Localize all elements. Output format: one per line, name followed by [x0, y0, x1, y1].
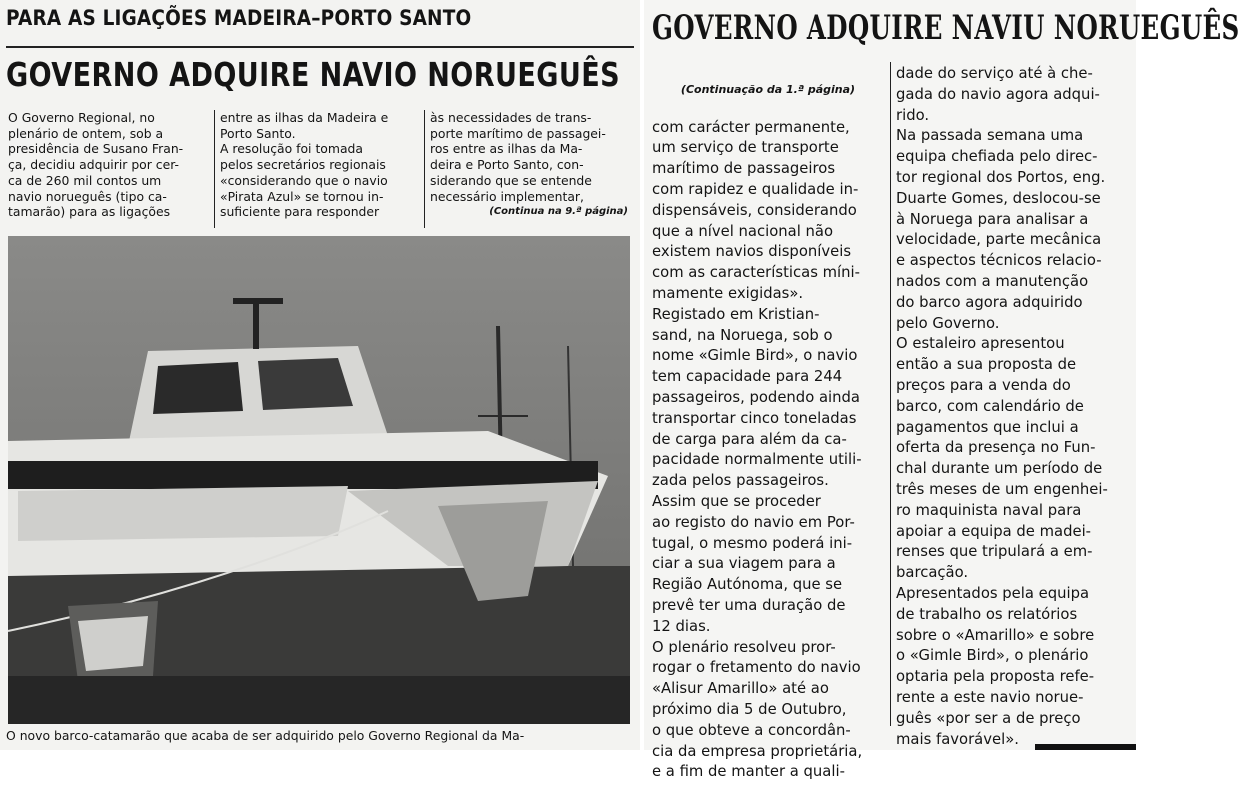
- continuation-column-2: dade do serviço até à che- gada do navio agora adqui- rido. Na passada semana uma equipa chefiada pelo direc- tor regional dos Portos, eng. Duarte Gomes, deslocou-se à Noruega para analisar a velocidade, parte mecânica e aspectos técnicos relacio- nados com a manutenção do barco agora adquirido pelo Governo. O estaleiro apresentou então a sua proposta de preços para a venda do barco, com calendário de pagamentos que inclui a oferta da presença no Fun- chal durante um período de três meses de um engenhei- ro maquinista naval para apoiar a equipa de madei- renses que tripulará a em- barcação. Apresentados pela equipa de trabalho os relatórios sobre o «Amarillo» e sobre o «Gimle Bird», o plenário optaria pela proposta refe- rente a este navio norue- guês «por ser a de preço mais favorável».: [896, 65, 1108, 748]
- front-page-clipping: [0, 0, 640, 750]
- scan-edge: [1035, 744, 1136, 750]
- column-divider: [214, 110, 215, 228]
- article-column-2: entre as ilhas da Madeira e Porto Santo. A resolução foi tomada pelos secretários regionais «considerando que o navio «Pirata Azul» se tornou in- suficiente para responder: [220, 110, 389, 220]
- divider: [6, 46, 634, 48]
- photo-caption: O novo barco-catamarão que acaba de ser adquirido pelo Governo Regional da Ma-: [6, 728, 525, 743]
- column-divider: [890, 62, 891, 726]
- article-column-3-text: às necessidades de trans- porte marítimo de passagei- ros entre as ilhas da Ma- deira e Porto Santo, con- siderando que se entende necessário implementar,: [430, 110, 606, 204]
- article-column-3: [430, 110, 628, 220]
- continued-note: (Continua na 9.ª página): [489, 206, 628, 218]
- continuation-headline: GOVERNO ADQUIRE NAVIU NORUEGUÊS: [652, 8, 1240, 48]
- catamaran-photo: [8, 236, 630, 724]
- ferry-illustration: [8, 236, 630, 724]
- main-headline: GOVERNO ADQUIRE NAVIO NORUEGUÊS: [6, 55, 621, 94]
- continuation-column-1: [652, 62, 884, 804]
- continuation-label: (Continuação da 1.ª página): [680, 82, 856, 96]
- article-column-1: O Governo Regional, no plenário de ontem, sob a presidência de Susano Fran- ça, decidiu adquirir por cer- ca de 260 mil contos um navio norueguês (tipo ca- tamarão) para as ligações: [8, 110, 184, 220]
- kicker-headline: PARA AS LIGAÇÕES MADEIRA–PORTO SANTO: [6, 6, 472, 30]
- continuation-column-1-text: com carácter permanente, um serviço de transporte marítimo de passageiros com rapidez e qualidade in- dispensáveis, considerando que a nível nacional não existem navios disponíveis com as características míni- mamente exigidas». Registado em Kristian- sand, na Noruega, sob o nome «Gimle Bird», o navio tem capacidade para 244 passageiros, podendo ainda transportar cinco toneladas de carga para além da ca- pacidade normalmente utili- zada pelos passageiros. Assim que se proceder ao registo do navio em Por- tugal, o mesmo poderá ini- ciar a sua viagem para a Região Autónoma, que se prevê ter uma duração de 12 dias. O plenário resolveu pror- rogar o fretamento do navio «Alisur Amarillo» até ao próximo dia 5 de Outubro, o que obteve a concordân- cia da empresa proprietária, e a fim de manter a quali-: [652, 118, 863, 781]
- continuation-page-clipping: [644, 0, 1240, 781]
- column-divider: [424, 110, 425, 228]
